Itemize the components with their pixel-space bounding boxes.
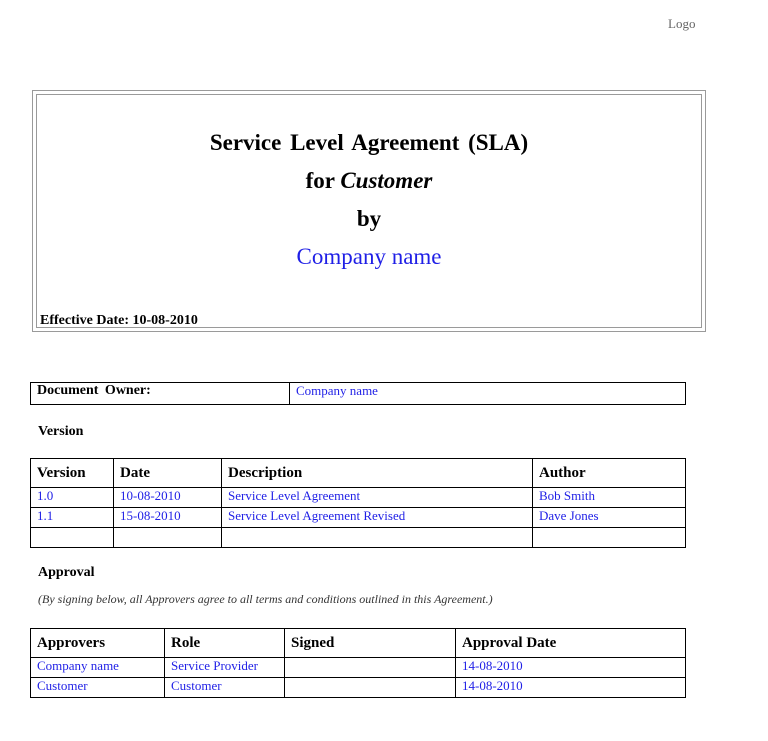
table-cell[interactable] [533, 528, 686, 548]
table-row [31, 528, 686, 548]
approval-note: (By signing below, all Approvers agree to all terms and conditions outlined in this Agreement.) [38, 592, 493, 606]
owner-value[interactable]: Company name [290, 383, 686, 405]
column-header: Signed [285, 629, 456, 658]
column-header: Role [165, 629, 285, 658]
table-cell[interactable]: 1.1 [31, 508, 114, 528]
table-row [31, 658, 686, 678]
table-cell[interactable]: Dave Jones [533, 508, 686, 528]
approval-table [30, 628, 686, 698]
table-row [31, 508, 686, 528]
column-header: Author [533, 459, 686, 488]
column-header: Approvers [31, 629, 165, 658]
title-frame [32, 90, 706, 332]
table-cell[interactable]: Bob Smith [533, 488, 686, 508]
table-row [31, 678, 686, 698]
table-cell[interactable]: 1.0 [31, 488, 114, 508]
table-cell[interactable]: 14-08-2010 [456, 678, 686, 698]
table-row [31, 488, 686, 508]
column-header: Approval Date [456, 629, 686, 658]
table-cell[interactable]: Service Level Agreement Revised [222, 508, 533, 528]
table-cell[interactable]: 14-08-2010 [456, 658, 686, 678]
title-frame-inner [36, 94, 702, 328]
effective-date: Effective Date: 10-08-2010 [40, 313, 198, 328]
subtitle-prefix: for [305, 168, 341, 193]
company-name: Company name [296, 244, 442, 269]
table-cell[interactable]: Company name [31, 658, 165, 678]
logo-text: Logo [668, 16, 696, 31]
table-cell[interactable] [222, 528, 533, 548]
document-subtitle [37, 168, 701, 194]
table-cell[interactable]: Service Provider [165, 658, 285, 678]
table-cell[interactable]: Customer [165, 678, 285, 698]
document-by: by [356, 206, 382, 231]
table-cell[interactable]: 10-08-2010 [114, 488, 222, 508]
column-header: Date [114, 459, 222, 488]
version-heading: Version [38, 424, 84, 439]
version-table [30, 458, 686, 548]
table-header-row [31, 629, 686, 658]
approval-heading: Approval [38, 565, 95, 580]
column-header: Description [222, 459, 533, 488]
table-row [31, 383, 686, 405]
table-cell[interactable] [285, 658, 456, 678]
table-cell[interactable]: Customer [31, 678, 165, 698]
table-cell[interactable] [114, 528, 222, 548]
column-header: Version [31, 459, 114, 488]
table-cell[interactable]: Service Level Agreement [222, 488, 533, 508]
table-header-row [31, 459, 686, 488]
table-cell[interactable]: 15-08-2010 [114, 508, 222, 528]
subtitle-customer: Customer [340, 168, 433, 193]
table-cell[interactable] [285, 678, 456, 698]
document-title: Service Level Agreement (SLA) [209, 130, 529, 155]
table-cell[interactable] [31, 528, 114, 548]
owner-label: Document Owner: [31, 383, 290, 405]
document-owner-table [30, 382, 686, 405]
